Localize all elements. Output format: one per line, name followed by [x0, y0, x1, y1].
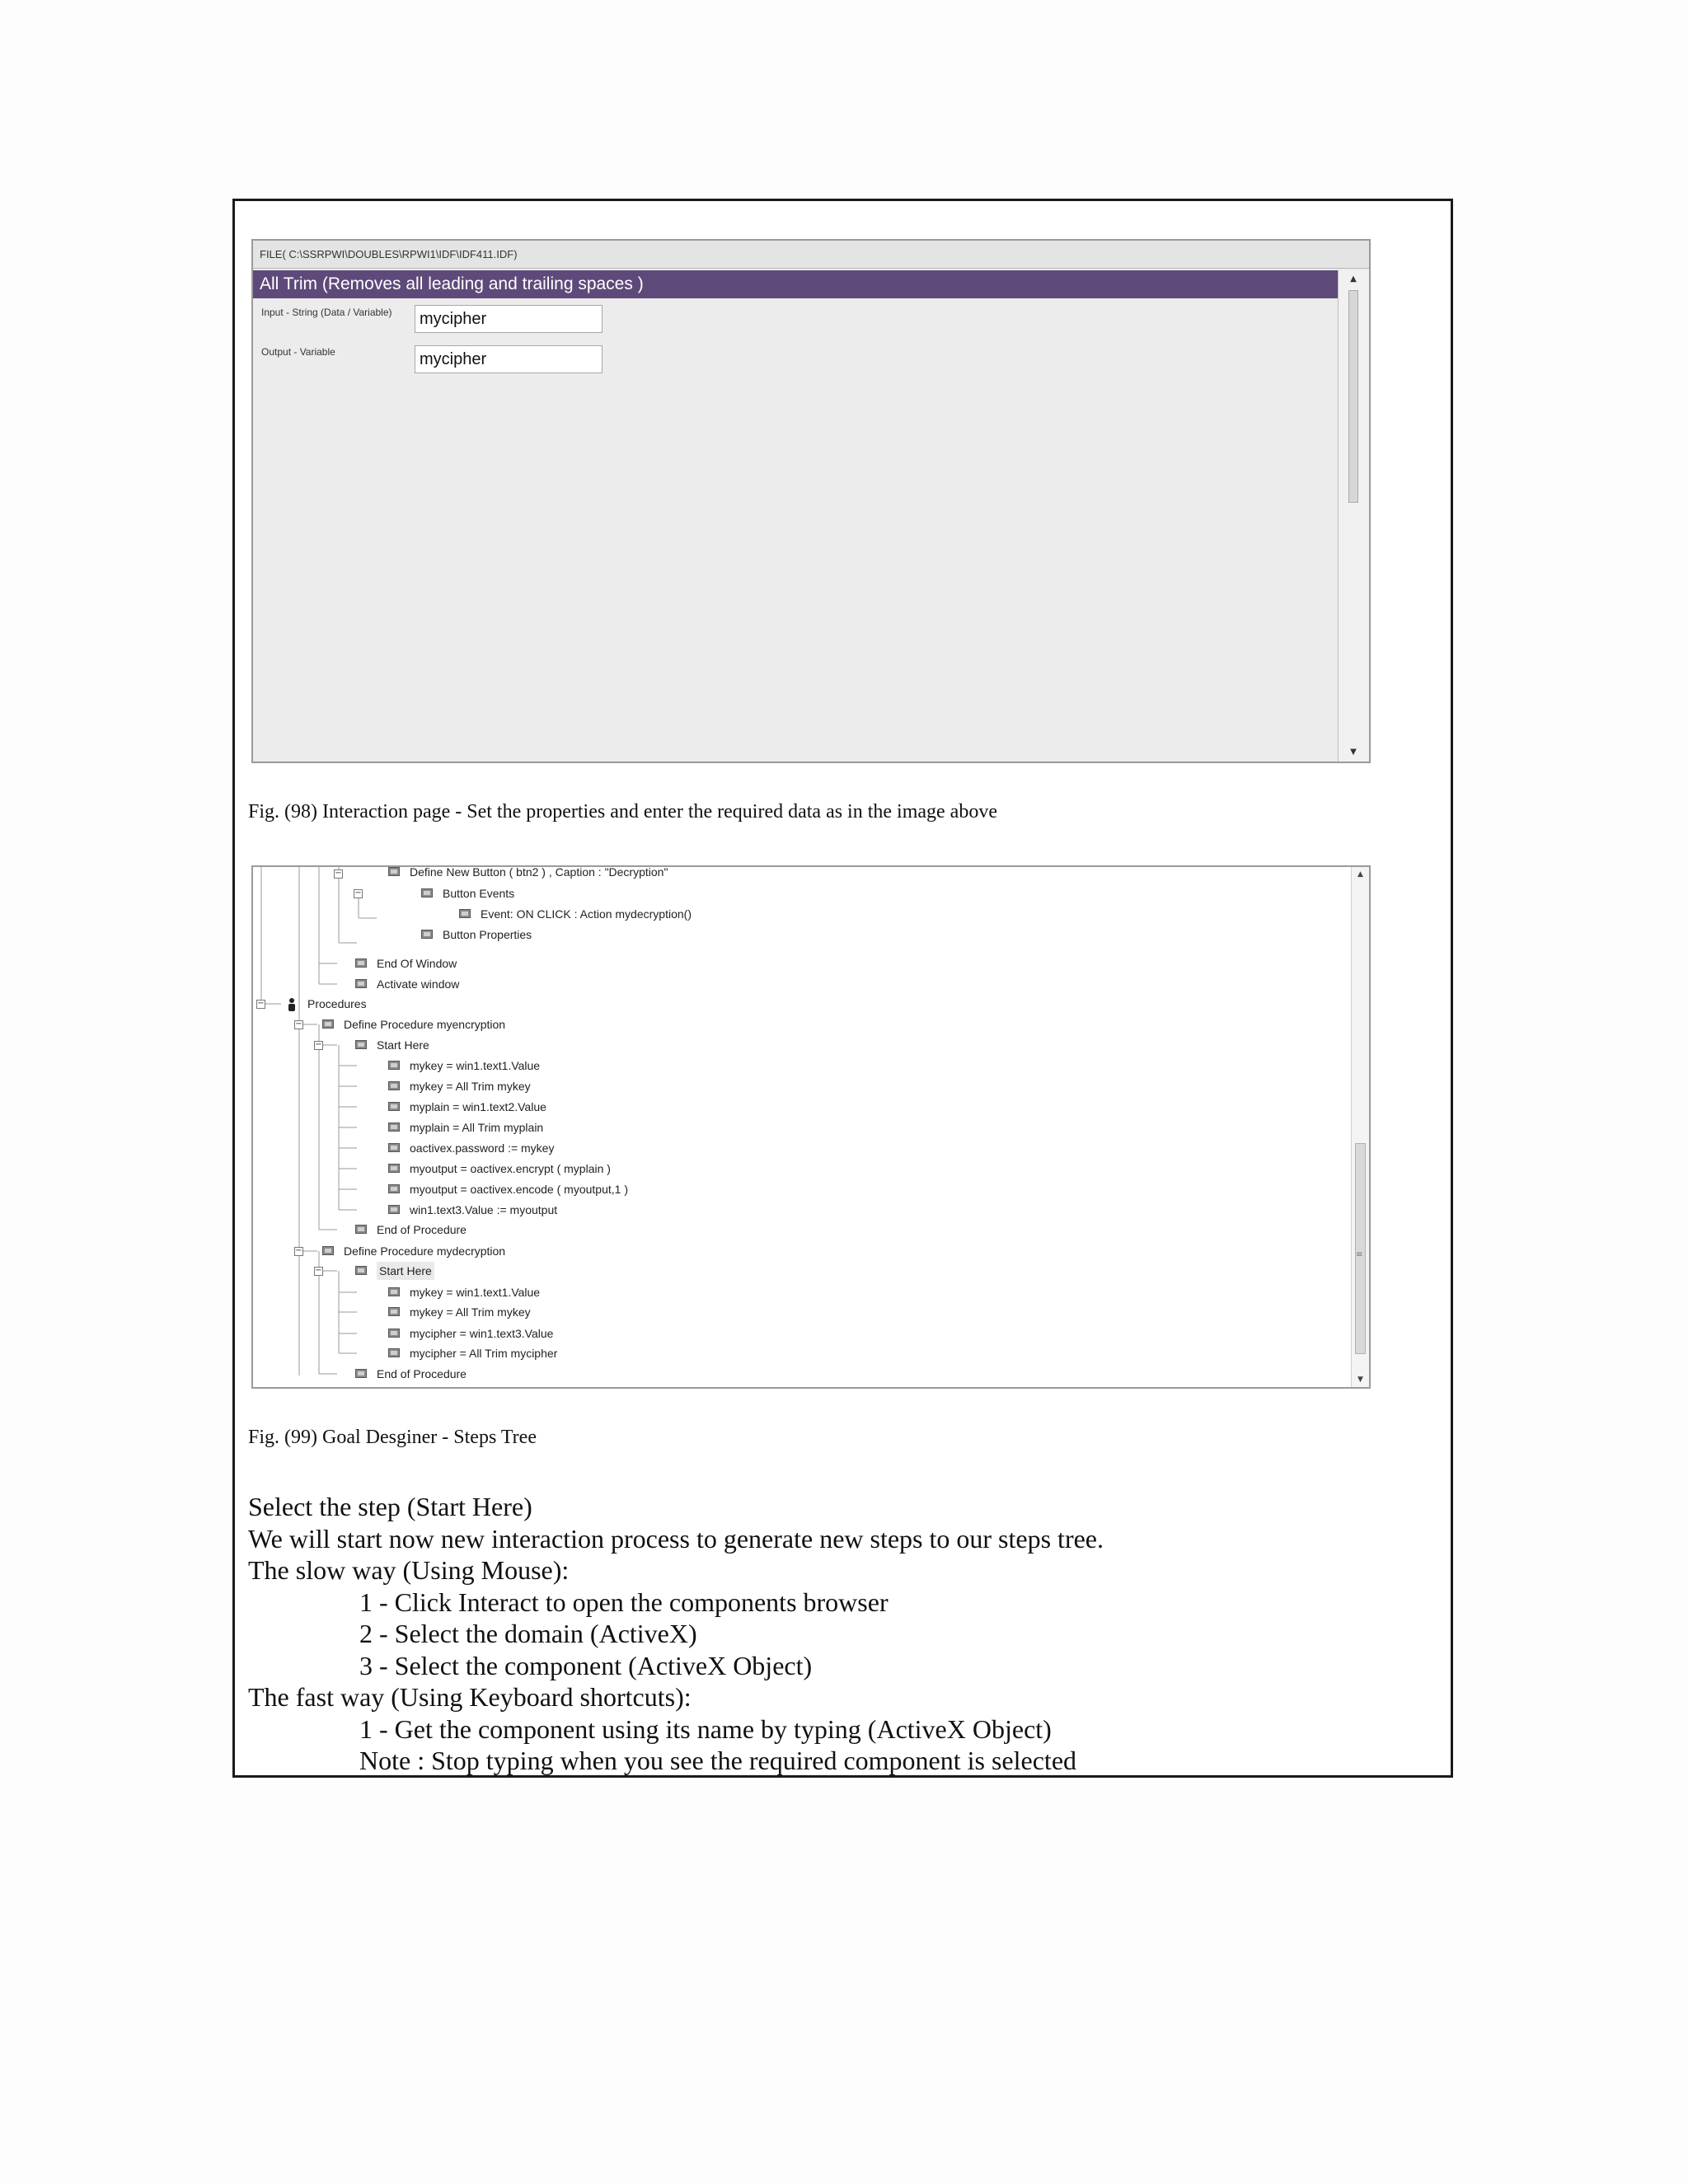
collapse-icon[interactable]: −	[295, 1019, 302, 1029]
tree-vertical-scrollbar[interactable]	[1351, 867, 1369, 1387]
step-icon	[322, 1246, 334, 1255]
body-line: 2 - Select the domain (ActiveX)	[359, 1619, 697, 1648]
step-icon	[388, 867, 400, 876]
scroll-up-icon[interactable]: ▲	[1350, 274, 1357, 284]
step-icon	[388, 1205, 400, 1214]
steps-tree-window: − − − − − − − Define New Button ( btn2 ) , Caption : "Decryption" Button Events Event: ON CLICK : Action mydecryption() Button Properties End Of Window Activate window Procedures Define Procedure myencryption Start Here mykey = win1.text1.Value mykey = All Trim mykey myplain = win1.text2.Value myplain = All Trim myplain oactivex.password := mykey myoutput = oactivex.encrypt ( myplain ) myoutput = oactivex.encode ( myoutput,1 ) win1.text3.Value := myoutput End of Procedure Define Procedure mydecryption Start Here mykey = win1.text1.Value mykey = All Trim mykey mycipher = win1.text3.Value mycipher = All Trim mycipher End of Procedure ▲ ≡ ▼	[251, 865, 1371, 1389]
step-icon	[322, 1019, 334, 1029]
collapse-icon[interactable]: −	[335, 869, 342, 878]
body-line: 3 - Select the component (ActiveX Object)	[359, 1651, 813, 1680]
procedures-icon	[286, 997, 298, 1012]
body-line: The fast way (Using Keyboard shortcuts):	[248, 1682, 692, 1712]
input-field[interactable]: mycipher	[415, 305, 603, 333]
step-icon	[355, 958, 367, 968]
step-icon	[388, 1348, 400, 1357]
scroll-thumb[interactable]	[1355, 1143, 1366, 1354]
fig98-caption: Fig. (98) Interaction page - Set the properties and enter the required data as in the image above	[248, 801, 997, 823]
body-line: 1 - Get the component using its name by typing (ActiveX Object)	[359, 1714, 1052, 1744]
scroll-grip-icon: ≡	[1356, 1250, 1363, 1259]
step-icon	[355, 1225, 367, 1234]
collapse-icon[interactable]: −	[354, 888, 362, 898]
body-line: Note : Stop typing when you see the required component is selected	[359, 1746, 1077, 1775]
vertical-scrollbar[interactable]	[1338, 270, 1369, 762]
step-icon	[388, 1287, 400, 1296]
collapse-icon[interactable]: −	[315, 1266, 322, 1275]
step-icon	[388, 1184, 400, 1193]
step-icon	[388, 1081, 400, 1090]
step-icon	[388, 1164, 400, 1173]
body-line: 1 - Click Interact to open the components browser	[359, 1587, 889, 1617]
step-icon	[355, 1369, 367, 1378]
input-label: Input - String (Data / Variable)	[261, 307, 392, 318]
step-icon	[421, 930, 433, 939]
scroll-up-icon[interactable]: ▲	[1357, 870, 1363, 879]
output-label: Output - Variable	[261, 346, 335, 358]
fig99-caption: Fig. (99) Goal Desginer - Steps Tree	[248, 1427, 537, 1448]
collapse-icon[interactable]: −	[315, 1040, 322, 1049]
step-icon	[355, 1040, 367, 1049]
body-line: We will start now new interaction process to generate new steps to our steps tree.	[248, 1524, 1104, 1554]
scroll-down-icon[interactable]: ▼	[1357, 1376, 1363, 1384]
step-icon	[388, 1307, 400, 1316]
collapse-icon[interactable]: −	[295, 1246, 302, 1255]
step-icon	[355, 979, 367, 988]
properties-panel	[253, 298, 1339, 762]
step-icon	[388, 1061, 400, 1070]
step-icon	[355, 1266, 367, 1275]
interaction-page-window	[251, 239, 1371, 763]
step-icon	[459, 909, 471, 918]
component-title-bar: All Trim (Removes all leading and trailing spaces )	[253, 270, 1339, 298]
step-icon	[388, 1102, 400, 1111]
scroll-down-icon[interactable]: ▼	[1350, 748, 1357, 757]
step-icon	[388, 1122, 400, 1132]
body-line: Select the step (Start Here)	[248, 1492, 532, 1521]
step-icon	[388, 1143, 400, 1152]
body-line: The slow way (Using Mouse):	[248, 1555, 570, 1585]
file-path-bar: FILE( C:\SSRPWI\DOUBLES\RPWI1\IDF\IDF411.IDF)	[253, 241, 1369, 269]
output-field[interactable]: mycipher	[415, 345, 603, 373]
scroll-thumb[interactable]	[1348, 290, 1358, 503]
collapse-icon[interactable]: −	[257, 999, 265, 1008]
step-icon	[421, 888, 433, 898]
step-icon	[388, 1329, 400, 1338]
